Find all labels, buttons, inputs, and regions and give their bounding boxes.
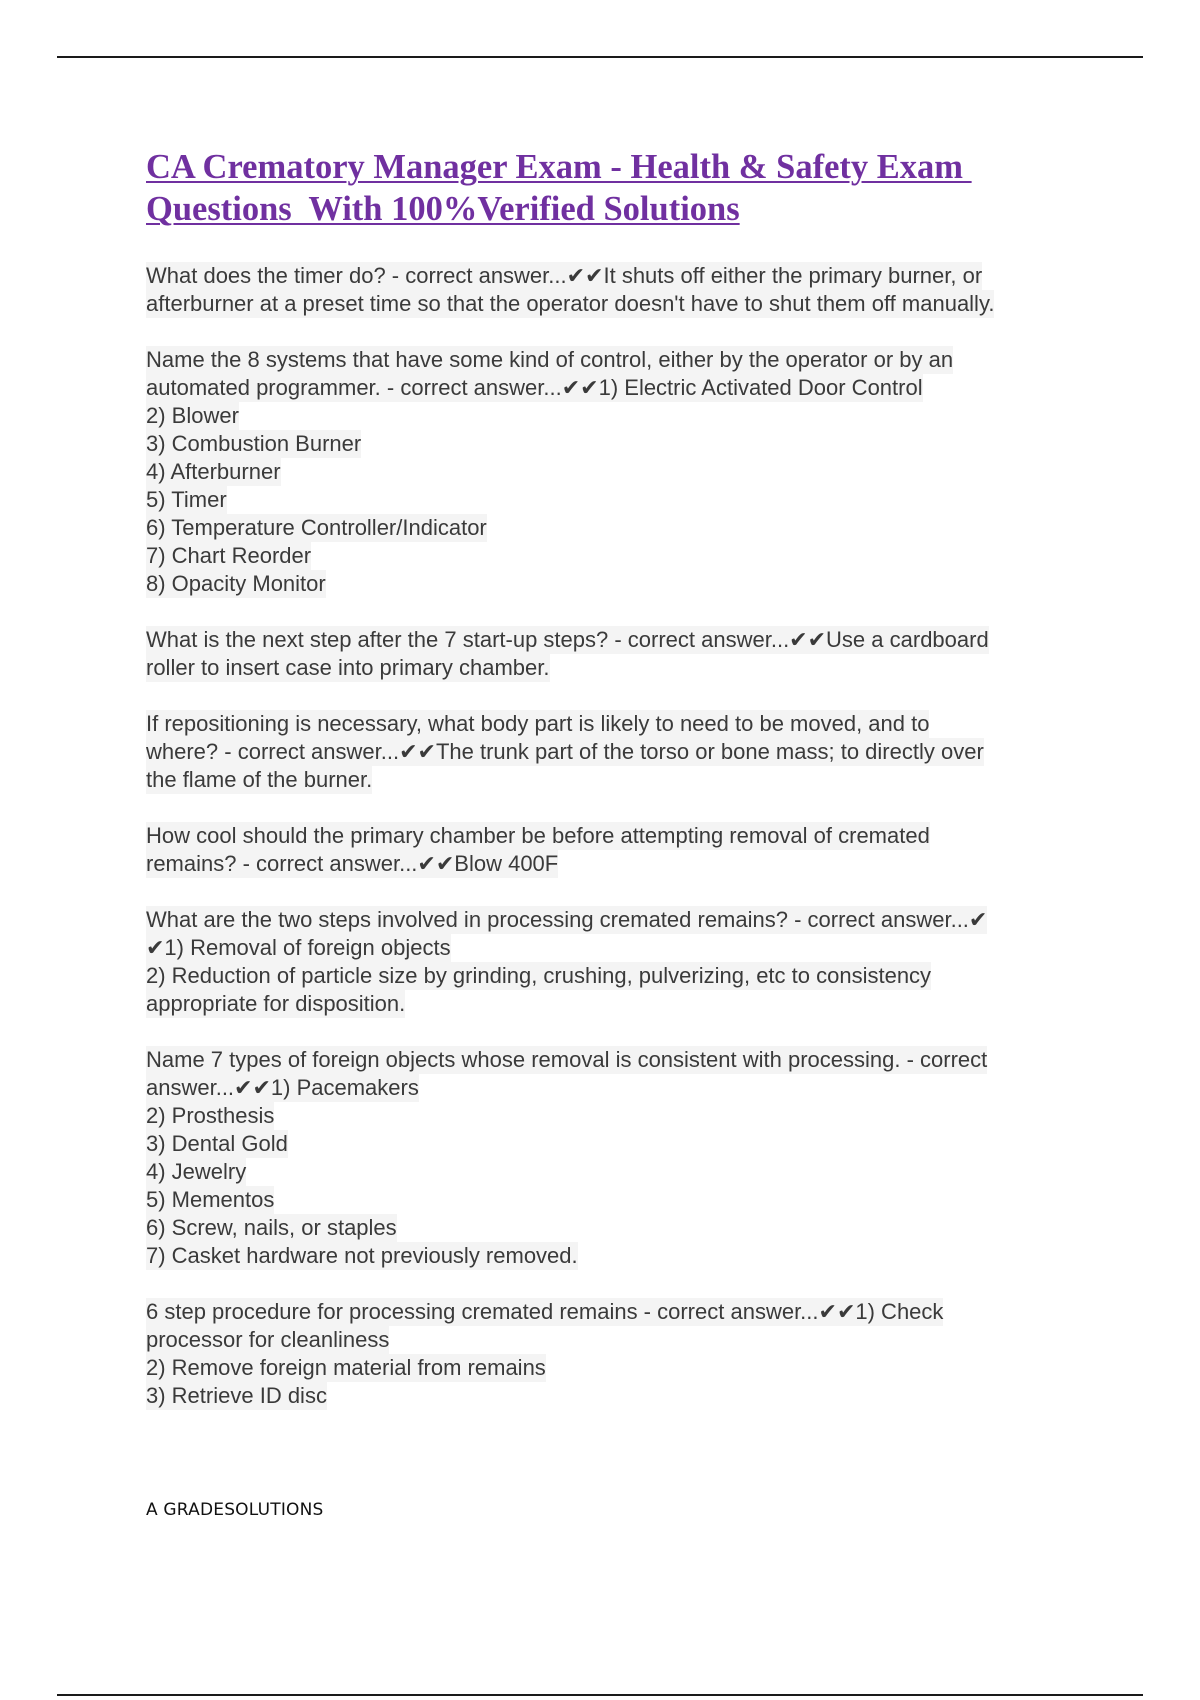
answer-line: 3) Dental Gold [146, 1131, 288, 1156]
answer-line: 2) Blower [146, 403, 239, 428]
question-line: What is the next step after the 7 start-up steps? - correct answer...✔✔Use a cardboard [146, 627, 989, 652]
qa-item [146, 346, 1086, 598]
qa-item [146, 262, 1086, 318]
answer-line: 6) Temperature Controller/Indicator [146, 515, 487, 540]
answer-line: 2) Reduction of particle size by grinding, crushing, pulverizing, etc to consistency [146, 963, 932, 988]
answer-line: 4) Jewelry [146, 1159, 247, 1184]
answer-line: 2) Prosthesis [146, 1103, 275, 1128]
question-line: How cool should the primary chamber be before attempting removal of cremated [146, 823, 930, 848]
question-line: If repositioning is necessary, what body part is likely to need to be moved, and to [146, 711, 930, 736]
answer-line: where? - correct answer...✔✔The trunk part of the torso or bone mass; to directly over [146, 739, 984, 764]
answer-line: processor for cleanliness [146, 1327, 390, 1352]
qa-item [146, 710, 1086, 794]
qa-item [146, 1298, 1086, 1410]
document-title: CA Crematory Manager Exam - Health & Safety Exam Questions With 100%Verified Solutions [146, 148, 972, 228]
answer-line: 2) Remove foreign material from remains [146, 1355, 546, 1380]
answer-line: automated programmer. - correct answer...✔✔1) Electric Activated Door Control [146, 375, 923, 400]
answer-line: 4) Afterburner [146, 459, 281, 484]
answer-line: appropriate for disposition. [146, 991, 406, 1016]
answer-line: 7) Chart Reorder [146, 543, 312, 568]
question-line: Name the 8 systems that have some kind of control, either by the operator or by an [146, 347, 954, 372]
answer-line: answer...✔✔1) Pacemakers [146, 1075, 419, 1100]
answer-line: 8) Opacity Monitor [146, 571, 326, 596]
qa-item [146, 626, 1086, 682]
top-divider [57, 56, 1143, 58]
answer-line: the flame of the burner. [146, 767, 373, 792]
answer-line: 3) Combustion Burner [146, 431, 362, 456]
answer-line: ✔1) Removal of foreign objects [146, 935, 451, 960]
answer-line: 5) Timer [146, 487, 227, 512]
answer-line: 6) Screw, nails, or staples [146, 1215, 397, 1240]
qa-list [146, 262, 1086, 1438]
question-line: What are the two steps involved in processing cremated remains? - correct answer...✔ [146, 907, 988, 932]
qa-item [146, 822, 1086, 878]
question-line: 6 step procedure for processing cremated remains - correct answer...✔✔1) Check [146, 1299, 944, 1324]
answer-line: afterburner at a preset time so that the operator doesn't have to shut them off manually. [146, 291, 995, 316]
answer-line: 3) Retrieve ID disc [146, 1383, 327, 1408]
qa-item [146, 906, 1086, 1018]
footer-brand: A GRADESOLUTIONS [146, 1500, 324, 1520]
answer-line: roller to insert case into primary chamber. [146, 655, 550, 680]
answer-line: remains? - correct answer...✔✔Blow 400F [146, 851, 559, 876]
question-line: Name 7 types of foreign objects whose removal is consistent with processing. - correct [146, 1047, 988, 1072]
qa-item [146, 1046, 1086, 1270]
answer-line: 7) Casket hardware not previously removed. [146, 1243, 578, 1268]
question-line: What does the timer do? - correct answer...✔✔It shuts off either the primary burner, or [146, 263, 983, 288]
bottom-divider [57, 1694, 1143, 1696]
answer-line: 5) Mementos [146, 1187, 275, 1212]
